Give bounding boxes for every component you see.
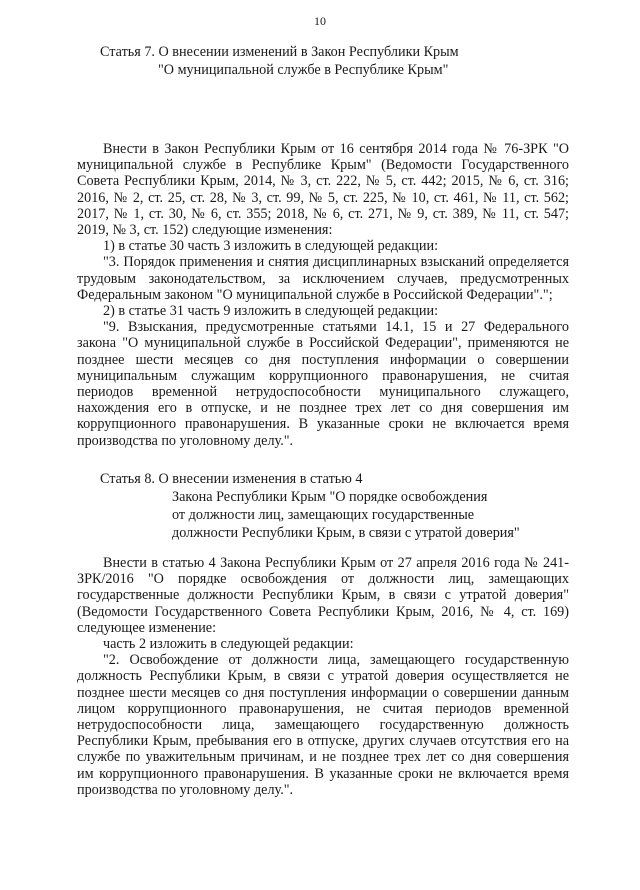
article-7-body (77, 141, 569, 449)
article-8-title-line-2: Закона Республики Крым "О порядке освобождения (172, 489, 488, 505)
article-8-title-line-1: Статья 8. О внесении изменения в статью 4 (100, 471, 363, 487)
article-7-title-line-2: "О муниципальной службе в Республике Крым" (158, 62, 449, 78)
article-7-item-2-text: "9. Взыскания, предусмотренные статьями 14.1, 15 и 27 Федерального закона "О муниципальной службе в Российской Федерации", применяются не позднее шести месяцев со дня поступления информации о совершении муниципальным служащим коррупционного правонарушения, не считая периодов временной нетрудоспособности муниципального служащего, нахождения его в отпуске, и не позднее трех лет со дня совершения им коррупционного правонарушения. В указанные сроки не включается время производства по уголовному делу.". (77, 319, 569, 449)
article-8-item-intro: часть 2 изложить в следующей редакции: (103, 636, 354, 653)
article-8-heading (100, 470, 560, 542)
article-7-item-1-intro: 1) в статье 30 часть 3 изложить в следующей редакции: (103, 238, 439, 255)
article-7-heading (100, 43, 540, 79)
article-7-intro: Внести в Закон Республики Крым от 16 сентября 2014 года № 76-ЗРК "О муниципальной службе в Республике Крым" (Ведомости Государственного Совета Республики Крым, 2014, № 3, ст. 222, № 5, ст. 442; 2015, № 6, ст. 316; 2016, № 2, ст. 25, ст. 28, № 3, ст. 99, № 5, ст. 225, № 10, ст. 461, № 11, ст. 562; 2017, № 1, ст. 30, № 6, ст. 355; 2018, № 6, ст. 271, № 9, ст. 389, № 11, ст. 547; 2019, № 3, ст. 152) следующие изменения: (77, 141, 569, 239)
article-8-item-text: "2. Освобождение от должности лица, замещающего государственную должность Республики Крым, в связи с утратой доверия осуществляется не позднее шести месяцев со дня поступления информации о совершении данным лицом коррупционного правонарушения, не считая периодов временной нетрудоспособности лица, замещающего государственную должность Республики Крым, пребывания его в отпуске, других случаев отсутствия его на службе по уважительным причинам, и не позднее трех лет со дня совершения им коррупционного правонарушения. В указанные сроки не включается время производства по уголовному делу.". (77, 652, 569, 798)
page-number: 10 (314, 14, 326, 28)
article-8-title-line-4: должности Республики Крым, в связи с утратой доверия" (172, 525, 520, 541)
article-7-title-line-1: Статья 7. О внесении изменений в Закон Республики Крым (100, 44, 459, 60)
article-8-body (77, 555, 569, 798)
article-7-item-1-text: "3. Порядок применения и снятия дисциплинарных взысканий определяется трудовым законодательством, за исключением случаев, предусмотренных Федеральным законом "О муниципальной службе в Российской Федерации"."; (77, 254, 569, 303)
article-8-title-line-3: от должности лиц, замещающих государственные (172, 507, 475, 523)
article-8-intro: Внести в статью 4 Закона Республики Крым от 27 апреля 2016 года № 241-ЗРК/2016 "О порядке освобождения от должности лиц, замещающих государственные должности Республики Крым, в связи с утратой доверия" (Ведомости Государственного Совета Республики Крым, 2016, № 4, ст. 169) следующее изменение: (77, 555, 569, 636)
article-7-item-2-intro: 2) в статье 31 часть 9 изложить в следующей редакции: (103, 303, 439, 320)
